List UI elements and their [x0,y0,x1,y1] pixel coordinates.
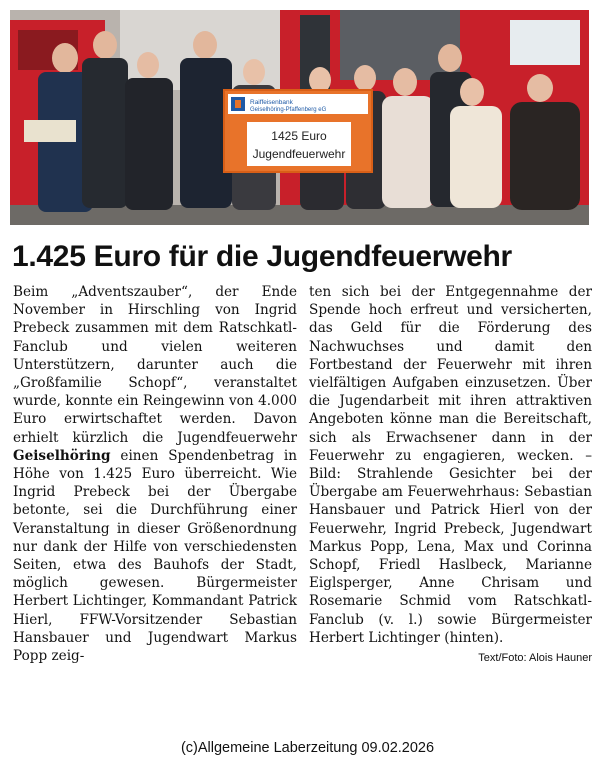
right-text: ten sich bei der Entgegennahme der Spende hoch erfreut und versicherten, das Geld für die Förderung des Nachwuchses und damit den Fortbestand der Feuerwehr mit ihren vielfältigen Aufgaben einzusetzen. Über die Jugendarbeit mit ihren attraktiven Angeboten könne man die Bereitschaft, sich als Erwachsener dann in der Feuerwehr zu engagieren, wecken. – Bild: Strahlende Gesichter bei der Übergabe am Feuerwehrhaus: Sebastian Hansbauer und Patrick Hierl von der Feuerwehr, Ingrid Prebeck, Jugendwart Markus Popp, Lena, Max und Corinna Schopf, Friedl Haslbeck, Marianne Eiglsperger, Anne Chrisam und Rosemarie Schmid vom Ratschkatl-Fanclub (v. l.) sowie Bürgermeister Herbert Lichtinger (hinten). [309,284,592,646]
article-paragraph-left [13,283,297,665]
left-text-start: Beim „Adventszauber“, der Ende November in Hirschling von Ingrid Prebeck zusammen mit dem Ratschkatl-Fanclub und vielen weiteren Unterstützern, darunter auch die „Großfamilie Schopf“, veranstaltet wurde, konnte ein Reingewinn von 4.000 Euro erwirtschaftet werden. Davon erhielt kürzlich die Jugendfeuerwehr [13,284,297,446]
article-photo [10,10,589,225]
donation-sign [224,90,372,172]
left-text-bold: Geiselhöring [13,447,111,464]
article-column-left [13,283,297,665]
article-paragraph-right [309,283,592,665]
sign-bank-line1: Raiffeisenbank [250,99,293,106]
sign-label: Jugendfeuerwehr [252,147,346,161]
photo-illustration [10,10,589,225]
article-headline: 1.425 Euro für die Jugendfeuerwehr [12,240,512,273]
photo-credit: Text/Foto: Alois Hauner [478,652,592,665]
envelope-icon [24,120,76,142]
sign-bank-line2: Geiselhöring-Pfaffenberg eG [250,107,327,113]
left-text-end: einen Spendenbetrag in Höhe von 1.425 Euro überreicht. Wie Ingrid Prebeck bei der Übergabe betonte, sei die Durchführung einer Veranstaltung in dieser Größenordnung nur dank der Hilfe von verschiedensten Seiten, etwa des Bauhofs der Stadt, möglich gewesen. Bürgermeister Herbert Lichtinger, Kommandant Patrick Hierl, FFW-Vorsitzender Sebastian Hansbauer und Jugendwart Markus Popp zeig- [13,447,297,665]
sign-amount: 1425 Euro [271,129,327,143]
copyright-notice: (c)Allgemeine Laberzeitung 09.02.2026 [180,740,435,756]
article-column-right [309,283,592,667]
